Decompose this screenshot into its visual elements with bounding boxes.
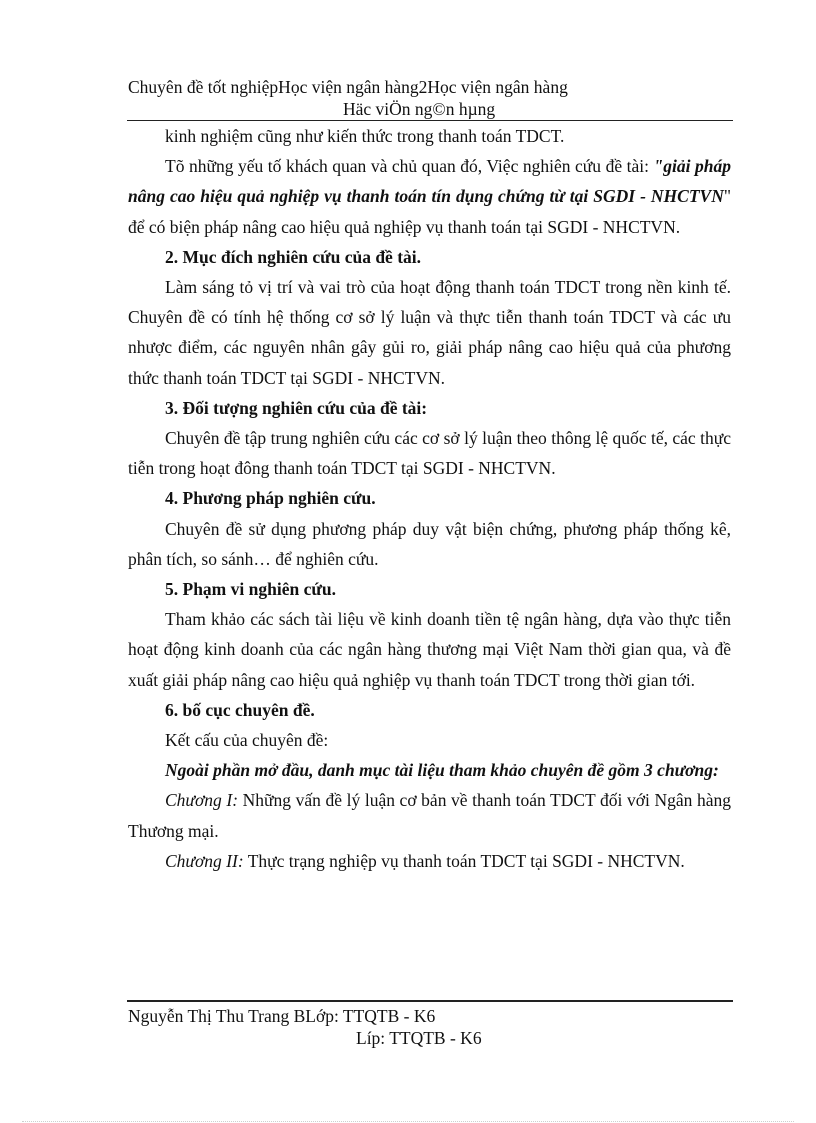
section-heading-6: 6. bố cục chuyên đề. [165, 699, 315, 720]
chapter-2-label: Chương II: [165, 850, 244, 871]
paragraph-5: Chuyên đề sử dụng phương pháp duy vật biện chứng, phương pháp thống kê, phân tích, so sánh… để nghiên cứu. [128, 518, 731, 569]
paragraph-2 [128, 151, 731, 242]
chapter-1 [128, 785, 731, 845]
paragraph-6: Tham khảo các sách tài liệu về kinh doanh tiền tệ ngân hàng, dựa vào thực tiễn hoạt động kinh doanh của các ngân hàng thương mại Việt Nam thời gian qua, và đề xuất giải pháp nâng cao hiệu quả nghiệp vụ thanh toán TDCT trong thời gian tới. [128, 609, 731, 690]
document-body [128, 121, 731, 876]
section-heading-4: 4. Phương pháp nghiên cứu. [165, 488, 376, 509]
header-line-1: Chuyên đề tốt nghiệpHọc viện ngân hàng2Học viện ngân hàng [128, 77, 568, 97]
footer-rule [127, 1000, 733, 1002]
section-heading-5: 5. Phạm vi nghiên cứu. [165, 579, 336, 600]
footer-line-2: Líp: TTQTB - K6 [356, 1028, 482, 1048]
paragraph-8: Ngoài phần mở đầu, danh mục tài liệu tham khảo chuyên đề gồm 3 chương: [165, 760, 719, 781]
section-heading-2: 2. Mục đích nghiên cứu của đề tài. [165, 246, 422, 267]
chapter-2 [128, 846, 731, 876]
paragraph-3: Làm sáng tỏ vị trí và vai trò của hoạt động thanh toán TDCT trong nền kinh tế. Chuyên đề có tính hệ thống cơ sở lý luận và thực tiễn thanh toán TDCT và các ưu nhược điểm, các nguyên nhân gây gủi ro, giải pháp nâng cao hiệu quả của phương thức thanh toán TDCT tại SGDI - NHCTVN. [128, 277, 731, 388]
paragraph-4: Chuyên đề tập trung nghiên cứu các cơ sở lý luận theo thông lệ quốc tế, các thực tiễn trong hoạt đông thanh toán TDCT tại SGDI - NHCTVN. [128, 428, 731, 479]
section-heading-3: 3. Đối tượng nghiên cứu của đề tài: [165, 397, 428, 418]
paragraph-1: kinh nghiệm cũng như kiến thức trong thanh toán TDCT. [165, 126, 565, 146]
chapter-2-text: Thực trạng nghiệp vụ thanh toán TDCT tại SGDI - NHCTVN. [243, 850, 685, 871]
chapter-1-text: Những vấn đề lý luận cơ bản về thanh toán TDCT đối với Ngân hàng Thương mại. [128, 790, 731, 841]
page-border-dotted [22, 1121, 794, 1122]
footer-line-1: Nguyễn Thị Thu Trang BLớp: TTQTB - K6 [128, 1006, 436, 1026]
paragraph-2-end: " để có biện pháp nâng cao hiệu quả nghiệp vụ thanh toán tại SGDI - NHCTVN. [128, 186, 731, 237]
chapter-1-label: Chương I: [165, 790, 239, 811]
paragraph-7: Kết cấu của chuyên đề: [165, 730, 329, 751]
header-line-2: Häc viÖn ng©n hµng [343, 99, 496, 119]
paragraph-2-intro: Tõ những yếu tố khách quan và chủ quan đó, Việc nghiên cứu đề tài: [165, 156, 654, 177]
thesis-title: "giải pháp nâng cao hiệu quả nghiệp vụ thanh toán tín dụng chứng từ tại SGDI - NHCTVN [128, 156, 731, 207]
